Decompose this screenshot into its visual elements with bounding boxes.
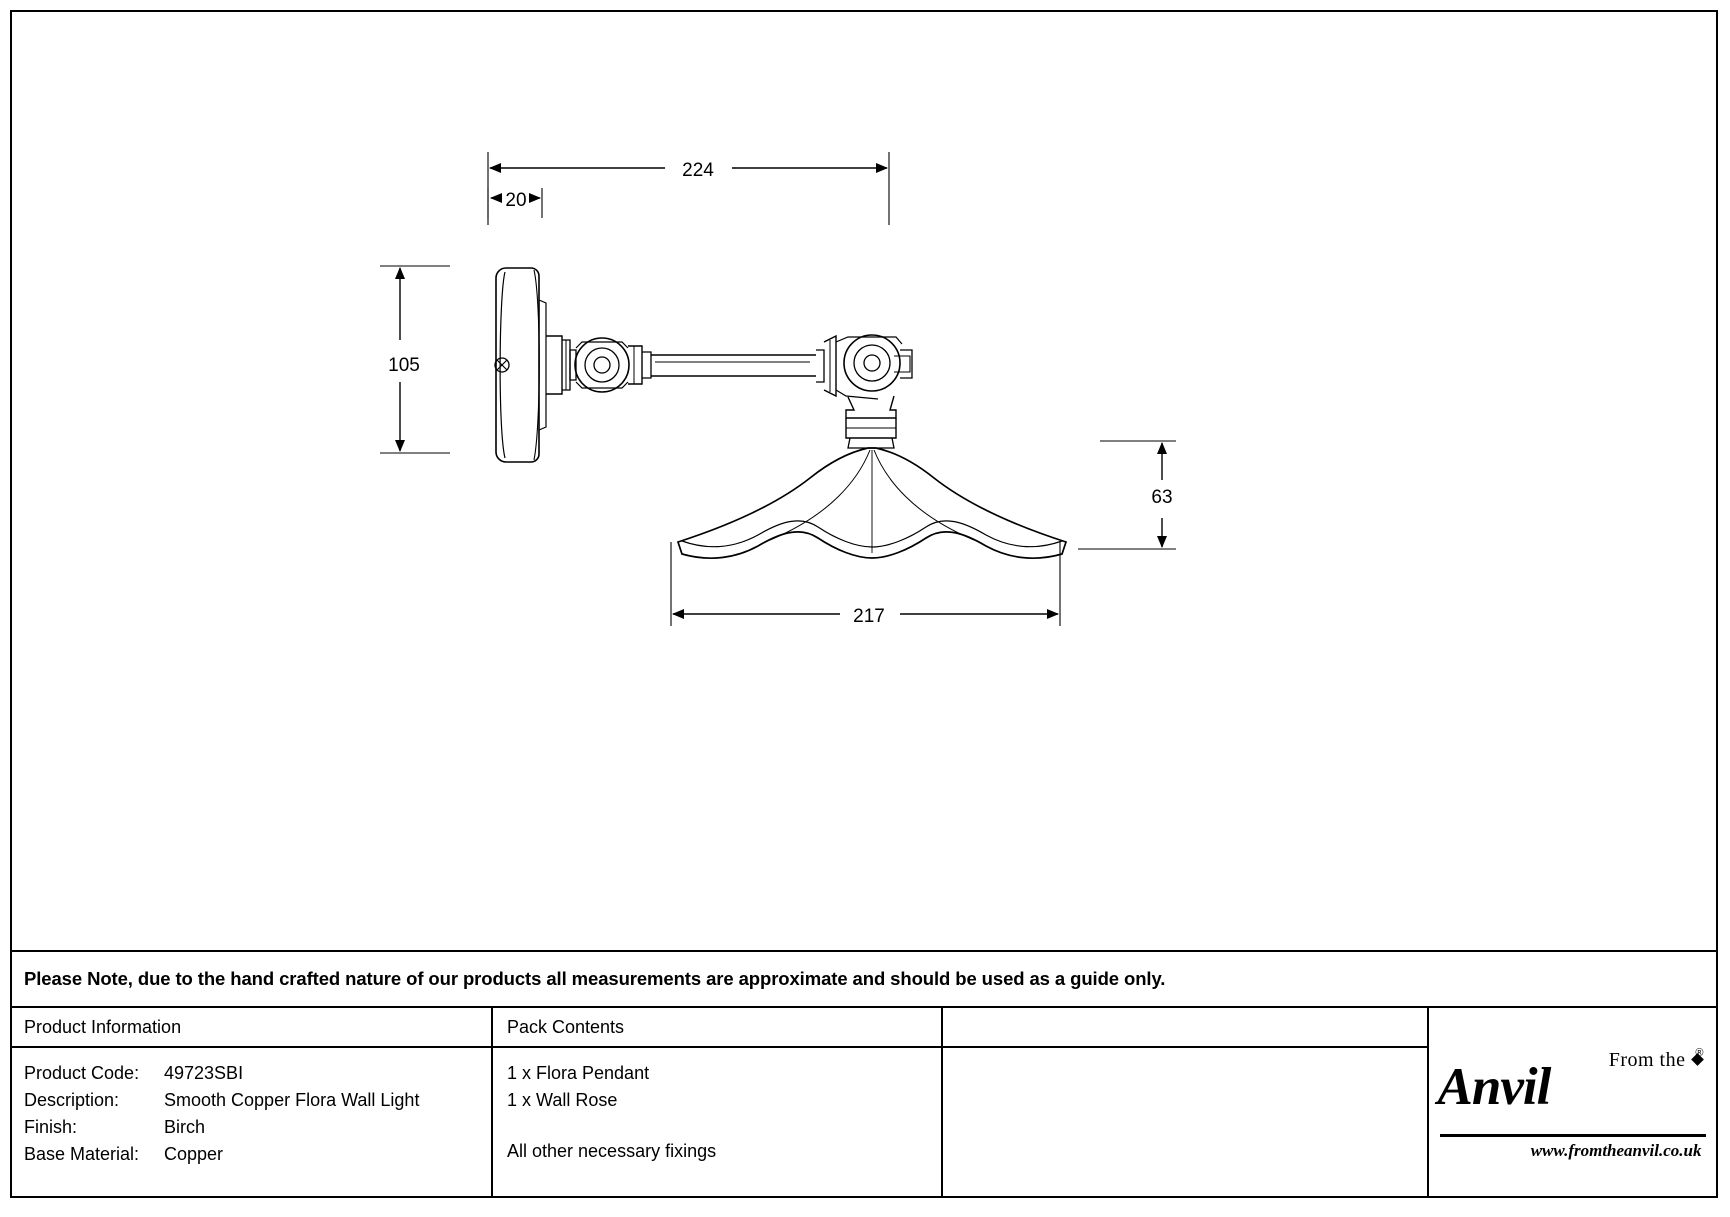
table-row xyxy=(24,1087,491,1114)
product-code-value: 49723SBI xyxy=(164,1063,244,1083)
logo-from-the-text: From the xyxy=(1608,1049,1686,1071)
product-information-header: Product Information xyxy=(10,1008,491,1048)
product-information-column xyxy=(10,1008,493,1198)
dimension-label-shade-diameter: 217 xyxy=(853,606,885,627)
brand-logo-column xyxy=(1429,1008,1716,1198)
table-row xyxy=(24,1114,491,1141)
finish-value: Birch xyxy=(164,1117,206,1137)
blank-column xyxy=(943,1008,1429,1198)
dimension-label-overall-projection: 224 xyxy=(682,160,714,181)
description-label: Description: xyxy=(24,1090,120,1110)
product-drawing xyxy=(10,10,1718,950)
information-table xyxy=(10,1008,1718,1198)
base-material-label: Base Material: xyxy=(24,1144,140,1164)
product-code-label: Product Code: xyxy=(24,1063,140,1083)
pack-contents-footer: All other necessary fixings xyxy=(507,1141,717,1161)
pack-contents-header: Pack Contents xyxy=(493,1008,941,1048)
dimension-label-backplate-depth: 20 xyxy=(505,190,527,211)
logo-divider xyxy=(1440,1134,1706,1137)
list-item: 1 x Wall Rose xyxy=(507,1090,618,1110)
dimension-label-backplate-height: 105 xyxy=(388,355,420,376)
base-material-value: Copper xyxy=(164,1144,224,1164)
measurement-note xyxy=(10,950,1718,1008)
description-value: Smooth Copper Flora Wall Light xyxy=(164,1090,420,1110)
product-information-body xyxy=(10,1048,491,1168)
table-row xyxy=(24,1060,491,1087)
measurement-note-text: Please Note, due to the hand crafted nature of our products all measurements are approximate and should be used as a guide only. xyxy=(24,968,1166,989)
blank-column-header xyxy=(943,1008,1427,1048)
pack-contents-column xyxy=(493,1008,943,1198)
registered-mark: ® xyxy=(1695,1047,1704,1059)
finish-label: Finish: xyxy=(24,1117,78,1137)
blank-column-body xyxy=(943,1048,1427,1060)
pack-contents-body xyxy=(493,1048,941,1165)
logo-website-url: www.fromtheanvil.co.uk xyxy=(1530,1141,1702,1160)
list-item: 1 x Flora Pendant xyxy=(507,1063,650,1083)
dimension-label-shade-height: 63 xyxy=(1151,487,1173,508)
logo-anvil-text: Anvil xyxy=(1437,1058,1551,1116)
brand-logo xyxy=(1429,1008,1716,1198)
spacer xyxy=(507,1114,941,1138)
table-row xyxy=(24,1141,491,1168)
